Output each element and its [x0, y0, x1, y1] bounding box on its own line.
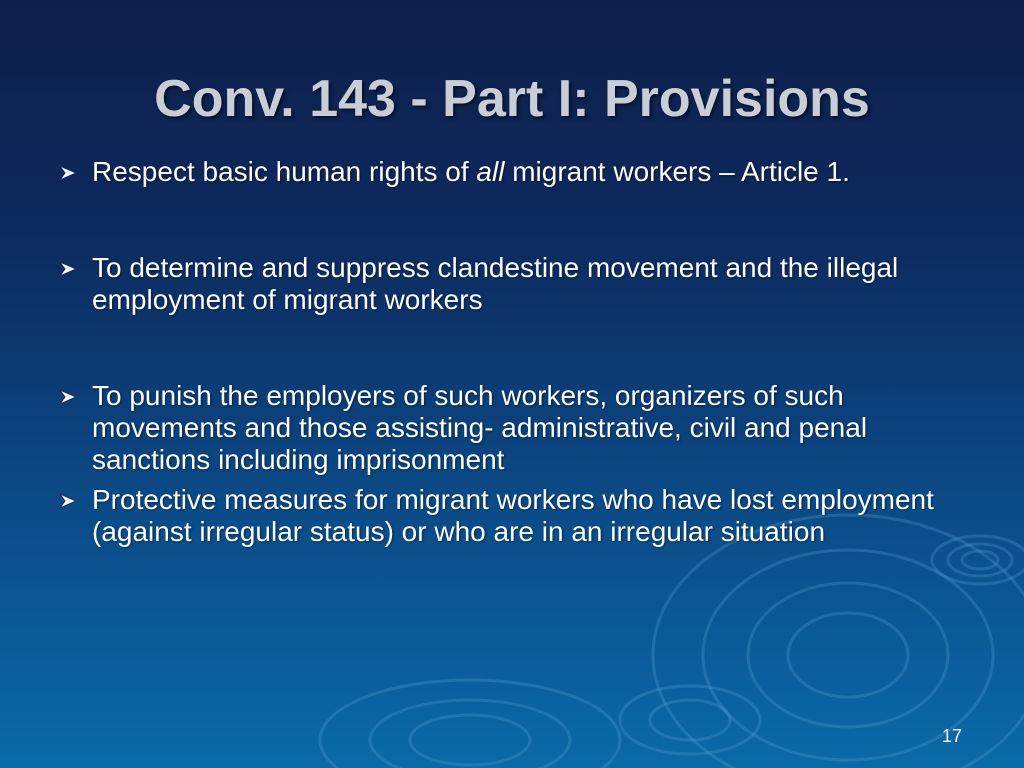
bullet-text: Protective measures for migrant workers who have lost employment (against irregular status) or who are in an irregular situation — [92, 484, 934, 547]
page-number: 17 — [941, 726, 962, 746]
arrowhead-icon — [59, 389, 77, 405]
arrowhead-icon — [59, 165, 77, 181]
bullet-item-protective-measures — [55, 484, 975, 548]
bullet-text: To determine and suppress clandestine movement and the illegal employment of migrant workers — [92, 252, 899, 315]
bullet-item-human-rights — [55, 156, 975, 188]
arrowhead-icon — [59, 261, 77, 277]
arrowhead-icon — [59, 493, 77, 509]
bullet-text: To punish the employers of such workers, organizers of such movements and those assisting- administrative, civil and penal sanctions including imprisonment — [92, 380, 868, 475]
bullet-list — [55, 156, 975, 548]
slide-title: Conv. 143 - Part I: Provisions — [154, 70, 870, 128]
bullet-text-emphasis: all — [476, 156, 505, 187]
bullet-item-punish-employers — [55, 380, 975, 476]
bullet-item-suppress-clandestine — [55, 252, 975, 316]
bullet-text-after: migrant workers – Article 1. — [504, 156, 850, 187]
bullet-text-before: Respect basic human rights of — [92, 156, 477, 187]
